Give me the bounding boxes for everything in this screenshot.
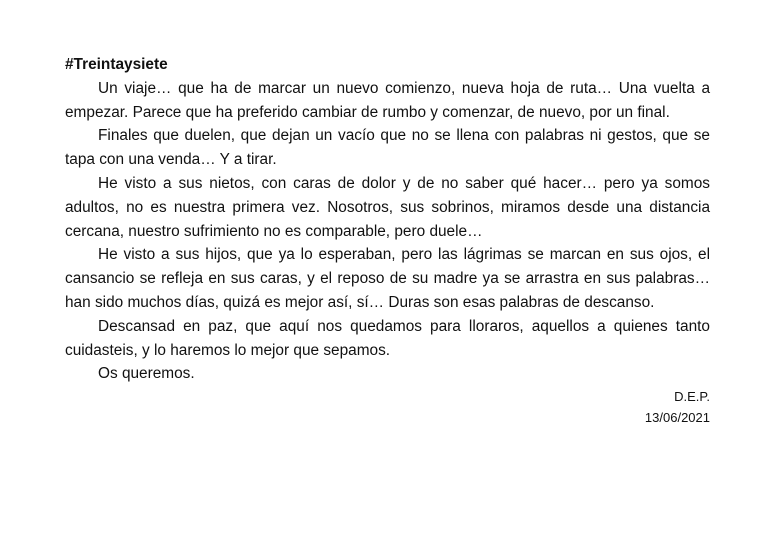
document-heading: #Treintaysiete xyxy=(65,56,168,73)
signature-date: 13/06/2021 xyxy=(644,410,710,426)
document-page xyxy=(65,53,710,428)
signature-block xyxy=(65,387,710,428)
paragraph-3: He visto a sus nietos, con caras de dolor y de no saber qué hacer… pero ya somos adultos, no es nuestra primera vez. Nosotros, sus sobrinos, miramos desde una distancia cercana, nuestro sufrimiento no es comparable, pero duele… xyxy=(65,174,710,240)
paragraph-1: Un viaje… que ha de marcar un nuevo comienzo, nueva hoja de ruta… Una vuelta a empezar. Parece que ha preferido cambiar de rumbo y comenzar, de nuevo, por un final. xyxy=(65,79,710,121)
paragraph-6: Os queremos. xyxy=(98,365,195,383)
paragraph-5: Descansad en paz, que aquí nos quedamos para lloraros, aquellos a quienes tanto cuidasteis, y lo haremos lo mejor que sepamos. xyxy=(65,317,710,359)
paragraph-2: Finales que duelen, que dejan un vacío que no se llena con palabras ni gestos, que se tapa con una venda… Y a tirar. xyxy=(65,127,710,169)
paragraph-4: He visto a sus hijos, que ya lo esperaban, pero las lágrimas se marcan en sus ojos, el cansancio se refleja en sus caras, y el reposo de su madre ya se arrastra en sus palabras… han sido muchos días, quizá es mejor así, sí… Duras son esas palabras de descanso. xyxy=(65,246,710,311)
signature-initials: D.E.P. xyxy=(674,389,710,405)
